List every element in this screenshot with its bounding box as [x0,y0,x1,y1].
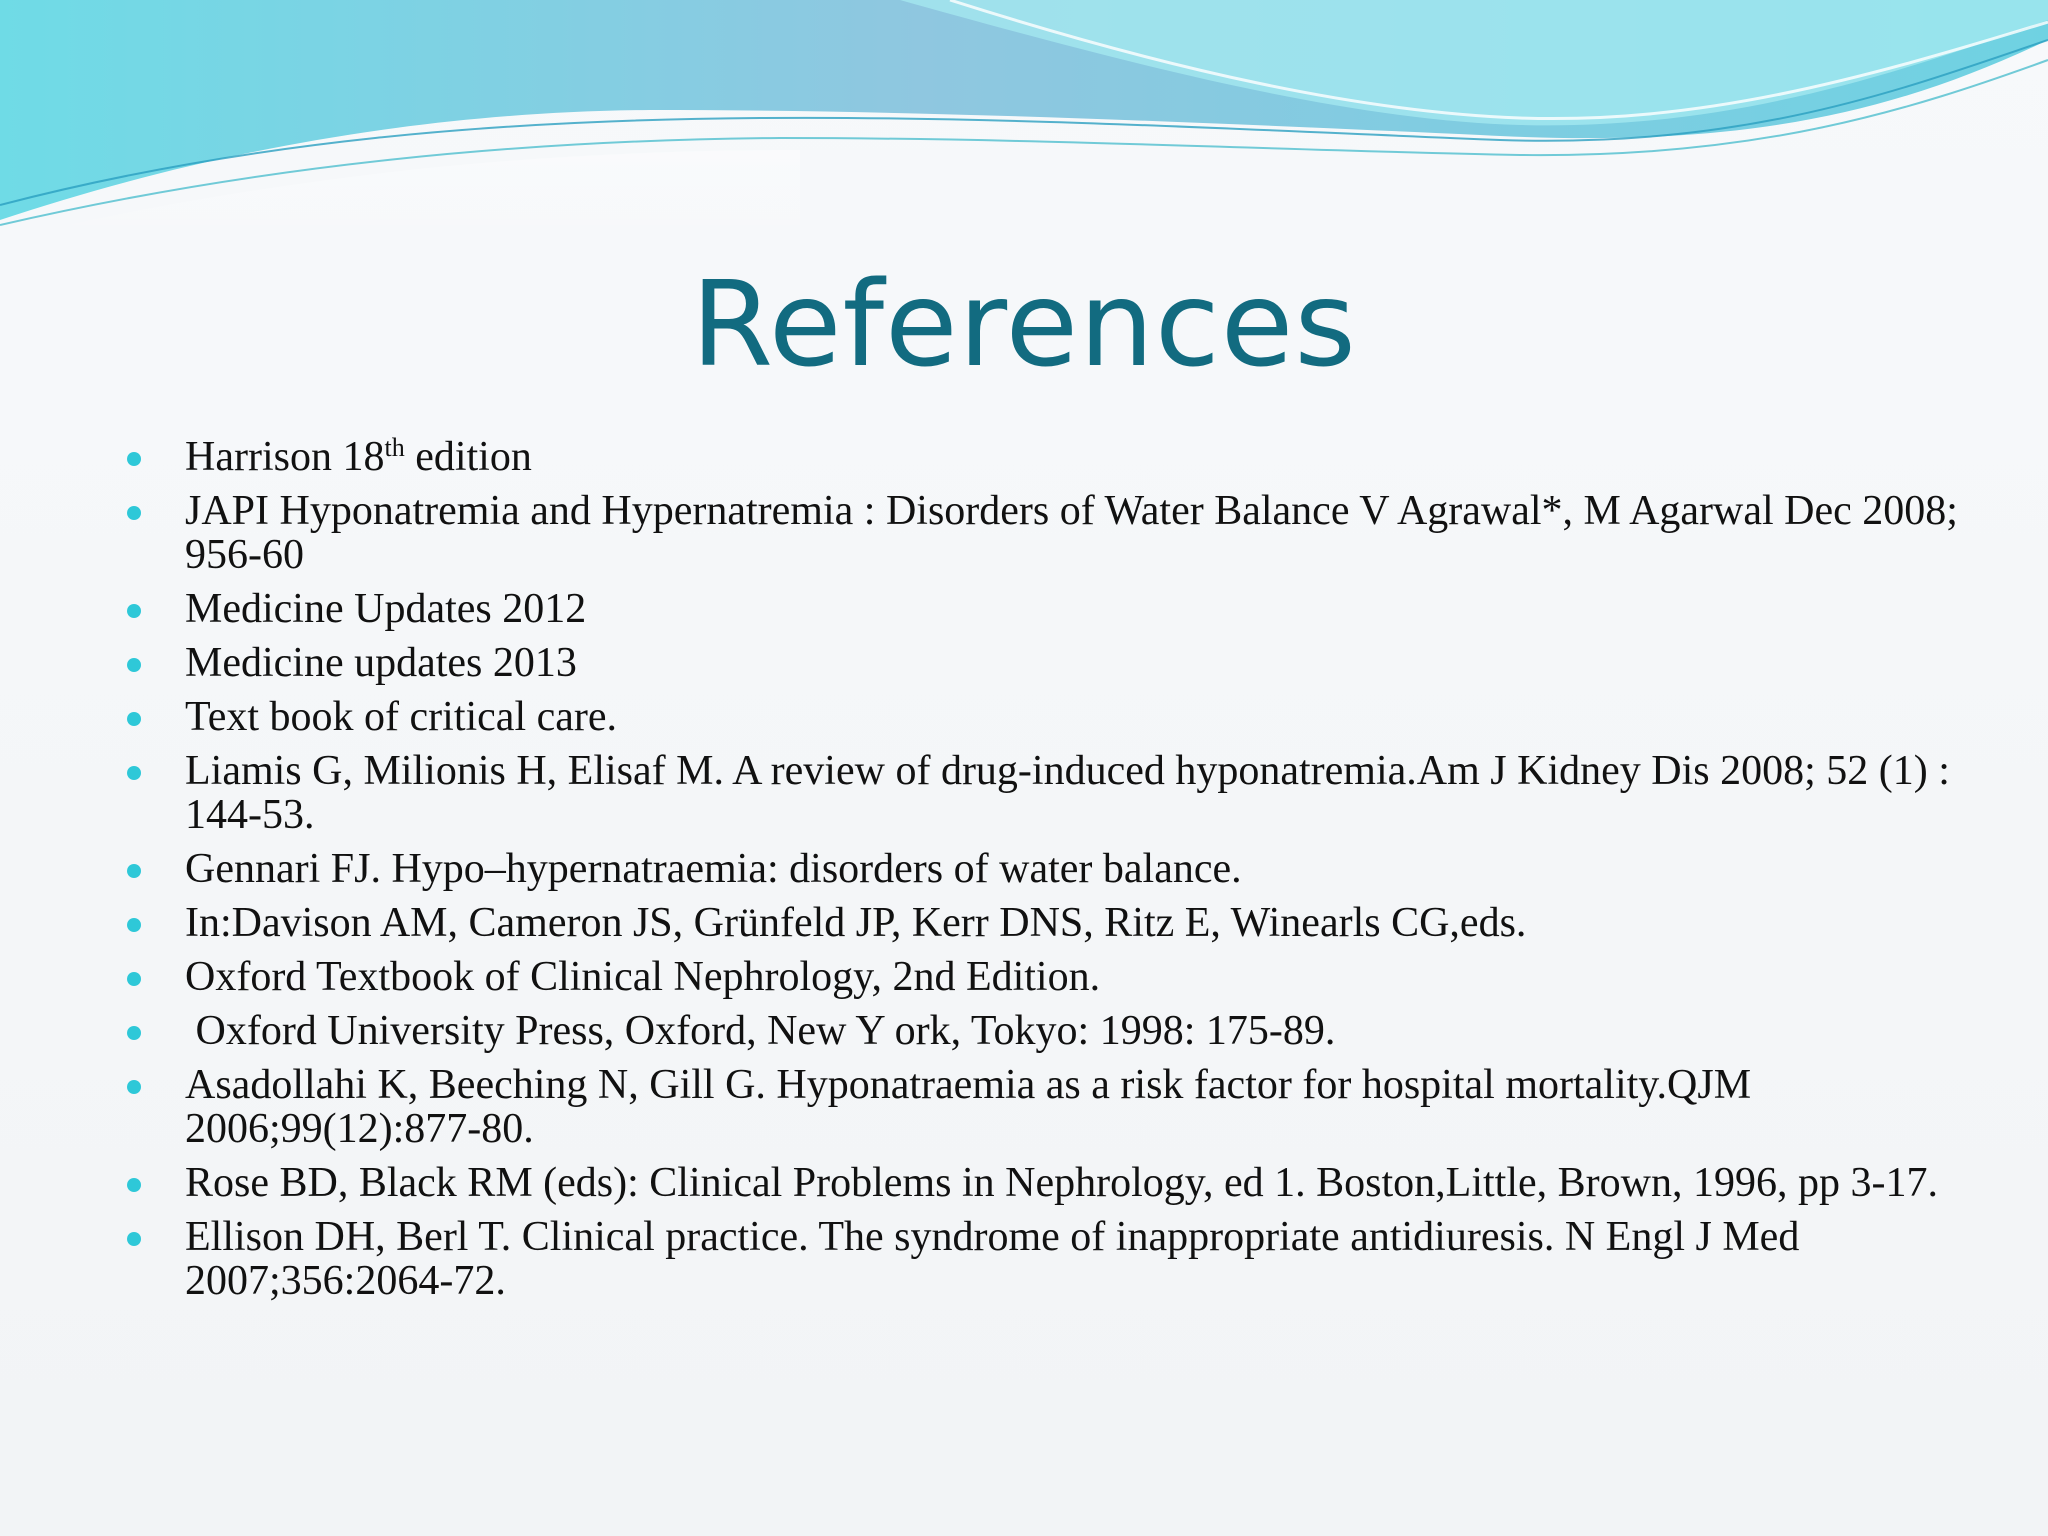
reference-text: In:Davison AM, Cameron JS, Grünfeld JP, Kerr DNS, Ritz E, Winearls CG,eds. [185,900,1527,946]
header-wave-decoration [0,0,2048,240]
reference-text: Liamis G, Milionis H, Elisaf M. A review of drug-induced hyponatremia.Am J Kidney Dis 2008; 52 (1) : 144-53. [185,748,1950,838]
reference-text: Harrison 18 [185,434,385,480]
list-item [122,587,1962,631]
list-item [122,901,1962,945]
reference-text: Medicine updates 2013 [185,640,577,686]
reference-text: Oxford Textbook of Clinical Nephrology, 2nd Edition. [185,954,1101,1000]
bullet-icon [127,972,141,986]
list-item [122,1161,1962,1205]
reference-text: Gennari FJ. Hypo–hypernatraemia: disorders of water balance. [185,846,1242,892]
list-item [122,1215,1962,1303]
bullet-icon [127,918,141,932]
list-item [122,847,1962,891]
references-list [122,435,1962,1313]
bullet-icon [127,712,141,726]
list-item [122,489,1962,577]
bullet-icon [127,1026,141,1040]
slide-title: References [691,255,1357,393]
list-item [122,1063,1962,1151]
bullet-icon [127,1080,141,1094]
bullet-icon [127,604,141,618]
reference-text: Medicine Updates 2012 [185,586,587,632]
reference-text: Ellison DH, Berl T. Clinical practice. The syndrome of inappropriate antidiuresis. N Engl J Med 2007;356:2064-72. [185,1214,1800,1304]
reference-text: Rose BD, Black RM (eds): Clinical Problems in Nephrology, ed 1. Boston,Little, Brown, 1996, pp 3-17. [185,1160,1938,1206]
bullet-icon [127,766,141,780]
list-item [122,435,1962,479]
reference-text: Asadollahi K, Beeching N, Gill G. Hyponatraemia as a risk factor for hospital mortality.QJM 2006;99(12):877-80. [185,1062,1752,1152]
list-item [122,641,1962,685]
reference-superscript: th [384,433,405,462]
list-item [122,749,1962,837]
bullet-icon [127,452,141,466]
reference-text-suffix: edition [404,434,532,480]
bullet-icon [127,864,141,878]
list-item [122,1009,1962,1053]
list-item [122,955,1962,999]
reference-text: Oxford University Press, Oxford, New Y ork, Tokyo: 1998: 175-89. [185,1008,1336,1054]
bullet-icon [127,1232,141,1246]
bullet-icon [127,1178,141,1192]
reference-text: JAPI Hyponatremia and Hypernatremia : Disorders of Water Balance V Agrawal*, M Agarwal Dec 2008; 956-60 [185,488,1958,578]
bullet-icon [127,506,141,520]
bullet-icon [127,658,141,672]
reference-text: Text book of critical care. [185,694,618,740]
list-item [122,695,1962,739]
